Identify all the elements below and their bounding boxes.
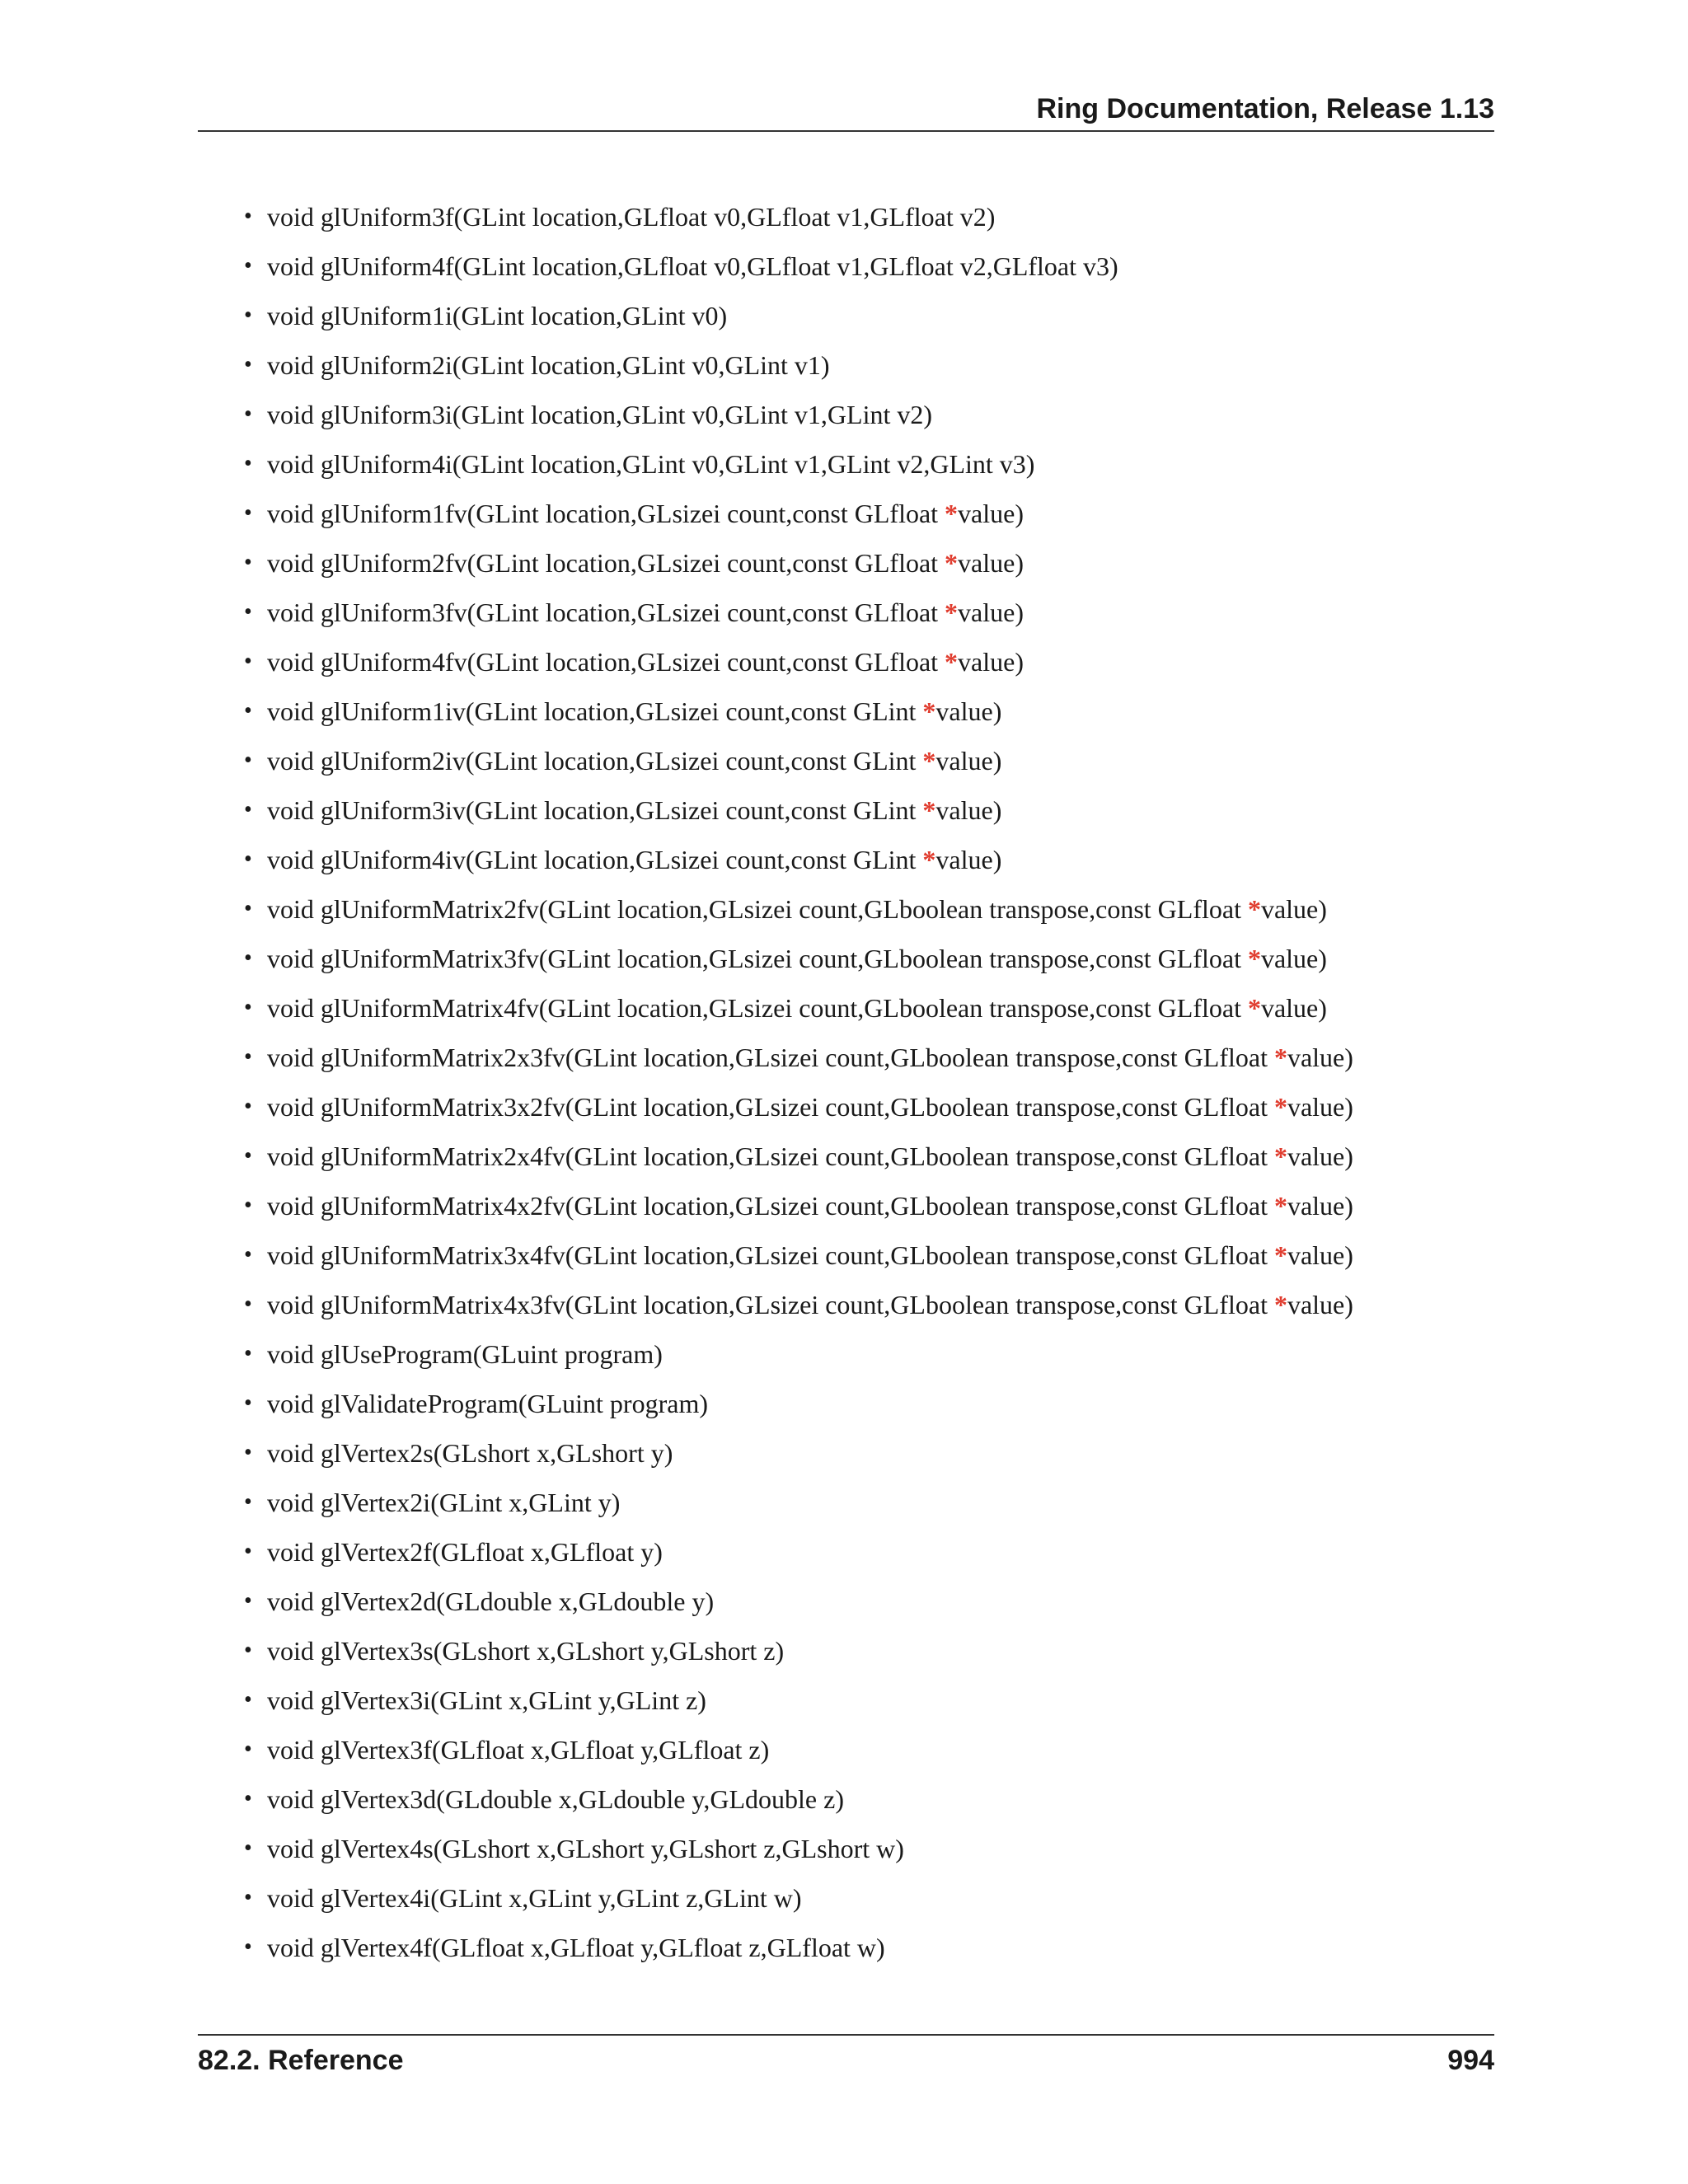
function-signature-start: void glUniform2fv(GLint location,GLsizei count,const GLfloat: [267, 548, 945, 578]
function-signature: void glUniform4f(GLint location,GLfloat v0,GLfloat v1,GLfloat v2,GLfloat v3): [267, 251, 1118, 281]
list-item: [198, 1774, 1494, 1824]
function-signature-start: void glUniformMatrix4x3fv(GLint location,GLsizei count,GLboolean transpose,const GLfloat: [267, 1290, 1274, 1319]
pointer-asterisk: *: [1273, 1240, 1287, 1270]
bullet-icon: •: [244, 896, 252, 921]
bullet-icon: •: [244, 1291, 252, 1317]
bullet-icon: •: [244, 995, 252, 1020]
function-signature: void glVertex2s(GLshort x,GLshort y): [267, 1438, 673, 1468]
pointer-asterisk: *: [1273, 1290, 1287, 1319]
bullet-icon: •: [244, 1193, 252, 1218]
pointer-asterisk: *: [1247, 944, 1261, 973]
page-header: [198, 92, 1494, 132]
bullet-icon: •: [244, 1341, 252, 1366]
bullet-icon: •: [244, 352, 252, 377]
bullet-icon: •: [244, 1390, 252, 1416]
function-signature-end: value): [958, 499, 1024, 528]
pointer-asterisk: *: [945, 647, 959, 677]
bullet-icon: •: [244, 1638, 252, 1663]
bullet-icon: •: [244, 1786, 252, 1811]
list-item: [198, 340, 1494, 390]
list-item: [198, 538, 1494, 588]
function-signature-end: value): [1287, 1141, 1353, 1171]
function-signature-start: void glUniformMatrix2x3fv(GLint location,GLsizei count,GLboolean transpose,const GLfloat: [267, 1043, 1274, 1072]
list-item: [198, 1478, 1494, 1527]
function-signature-start: void glUniformMatrix3x4fv(GLint location,GLsizei count,GLboolean transpose,const GLfloat: [267, 1240, 1274, 1270]
function-signature-end: value): [935, 795, 1002, 825]
function-signature-end: value): [1260, 944, 1327, 973]
function-signature: void glVertex4f(GLfloat x,GLfloat y,GLfloat z,GLfloat w): [267, 1933, 885, 1962]
page-footer: [198, 2034, 1494, 2085]
pointer-asterisk: *: [922, 746, 936, 776]
function-signature: void glVertex2d(GLdouble x,GLdouble y): [267, 1586, 715, 1616]
bullet-icon: •: [244, 1143, 252, 1169]
function-signature-end: value): [935, 746, 1002, 776]
bullet-icon: •: [244, 1835, 252, 1861]
bullet-icon: •: [244, 550, 252, 575]
function-signature-end: value): [1287, 1290, 1353, 1319]
pointer-asterisk: *: [1273, 1092, 1287, 1122]
bullet-icon: •: [244, 1588, 252, 1614]
function-signature-end: value): [1287, 1240, 1353, 1270]
function-signature-start: void glUniformMatrix3x2fv(GLint location,GLsizei count,GLboolean transpose,const GLfloat: [267, 1092, 1274, 1122]
section-label: 82.2. Reference: [198, 2045, 404, 2076]
list-item: [198, 687, 1494, 736]
function-signature: void glVertex3f(GLfloat x,GLfloat y,GLfloat z): [267, 1735, 770, 1765]
list-item: [198, 1577, 1494, 1626]
function-signature: void glUniform2i(GLint location,GLint v0,GLint v1): [267, 350, 830, 380]
bullet-icon: •: [244, 945, 252, 971]
bullet-icon: •: [244, 797, 252, 823]
list-item: [198, 192, 1494, 241]
list-item: [198, 1082, 1494, 1132]
function-signature-start: void glUniform1fv(GLint location,GLsizei count,const GLfloat: [267, 499, 945, 528]
function-signature-end: value): [958, 647, 1024, 677]
list-item: [198, 241, 1494, 291]
function-signature: void glUseProgram(GLuint program): [267, 1339, 663, 1369]
bullet-icon: •: [244, 204, 252, 229]
bullet-icon: •: [244, 500, 252, 526]
function-signature: void glUniform4i(GLint location,GLint v0,GLint v1,GLint v2,GLint v3): [267, 449, 1035, 479]
function-signature-end: value): [935, 696, 1002, 726]
bullet-icon: •: [244, 846, 252, 872]
function-signature-start: void glUniformMatrix4x2fv(GLint location,GLsizei count,GLboolean transpose,const GLfloat: [267, 1191, 1274, 1221]
function-signature-start: void glUniform4fv(GLint location,GLsizei count,const GLfloat: [267, 647, 945, 677]
list-item: [198, 835, 1494, 884]
function-signature-start: void glUniformMatrix2x4fv(GLint location,GLsizei count,GLboolean transpose,const GLfloat: [267, 1141, 1274, 1171]
list-item: [198, 1280, 1494, 1329]
list-item: [198, 1428, 1494, 1478]
function-signature: void glVertex2f(GLfloat x,GLfloat y): [267, 1537, 663, 1567]
bullet-icon: •: [244, 1736, 252, 1762]
list-item: [198, 1725, 1494, 1774]
list-item: [198, 884, 1494, 934]
pointer-asterisk: *: [922, 845, 936, 874]
list-item: [198, 983, 1494, 1033]
list-item: [198, 1873, 1494, 1923]
list-item: [198, 1329, 1494, 1379]
function-signature-end: value): [1260, 894, 1327, 924]
function-signature: void glVertex3i(GLint x,GLint y,GLint z): [267, 1685, 706, 1715]
list-item: [198, 785, 1494, 835]
function-signature-start: void glUniform4iv(GLint location,GLsizei count,const GLint: [267, 845, 923, 874]
function-signature-start: void glUniform3fv(GLint location,GLsizei count,const GLfloat: [267, 598, 945, 627]
list-item: [198, 390, 1494, 439]
pointer-asterisk: *: [922, 696, 936, 726]
function-signature-end: value): [958, 598, 1024, 627]
bullet-icon: •: [244, 748, 252, 773]
bullet-icon: •: [244, 1885, 252, 1910]
function-signature-end: value): [1260, 993, 1327, 1023]
page-number: 994: [1447, 2045, 1494, 2076]
function-signature-start: void glUniformMatrix4fv(GLint location,GLsizei count,GLboolean transpose,const GLfloat: [267, 993, 1248, 1023]
bullet-icon: •: [244, 1539, 252, 1564]
pointer-asterisk: *: [922, 795, 936, 825]
list-item: [198, 1527, 1494, 1577]
list-item: [198, 934, 1494, 983]
function-signature-start: void glUniformMatrix3fv(GLint location,GLsizei count,GLboolean transpose,const GLfloat: [267, 944, 1248, 973]
bullet-icon: •: [244, 698, 252, 724]
bullet-icon: •: [244, 1044, 252, 1070]
function-list-container: [198, 192, 1494, 1972]
function-signature-end: value): [1287, 1191, 1353, 1221]
function-signature-start: void glUniform1iv(GLint location,GLsizei count,const GLint: [267, 696, 923, 726]
list-item: [198, 1675, 1494, 1725]
function-signature: void glVertex4i(GLint x,GLint y,GLint z,GLint w): [267, 1883, 802, 1913]
list-item: [198, 489, 1494, 538]
function-signature-start: void glUniformMatrix2fv(GLint location,GLsizei count,GLboolean transpose,const GLfloat: [267, 894, 1248, 924]
pointer-asterisk: *: [945, 548, 959, 578]
function-signature: void glValidateProgram(GLuint program): [267, 1389, 708, 1418]
bullet-icon: •: [244, 401, 252, 427]
bullet-icon: •: [244, 1094, 252, 1119]
function-signature-end: value): [1287, 1043, 1353, 1072]
list-item: [198, 1132, 1494, 1181]
function-signature: void glVertex4s(GLshort x,GLshort y,GLshort z,GLshort w): [267, 1834, 904, 1863]
function-signature-start: void glUniform2iv(GLint location,GLsizei count,const GLint: [267, 746, 923, 776]
bullet-icon: •: [244, 649, 252, 674]
list-item: [198, 1626, 1494, 1675]
bullet-icon: •: [244, 451, 252, 476]
bullet-icon: •: [244, 1687, 252, 1713]
function-signature-start: void glUniform3iv(GLint location,GLsizei count,const GLint: [267, 795, 923, 825]
function-signature: void glVertex3s(GLshort x,GLshort y,GLshort z): [267, 1636, 785, 1666]
function-signature: void glVertex2i(GLint x,GLint y): [267, 1488, 621, 1517]
bullet-icon: •: [244, 253, 252, 279]
bullet-icon: •: [244, 302, 252, 328]
function-signature: void glUniform1i(GLint location,GLint v0): [267, 301, 728, 330]
function-signature-end: value): [958, 548, 1024, 578]
pointer-asterisk: *: [1247, 894, 1261, 924]
pointer-asterisk: *: [1247, 993, 1261, 1023]
list-item: [198, 1230, 1494, 1280]
list-item: [198, 439, 1494, 489]
pointer-asterisk: *: [945, 499, 959, 528]
list-item: [198, 1379, 1494, 1428]
pointer-asterisk: *: [1273, 1043, 1287, 1072]
function-list: [198, 192, 1494, 1972]
function-signature-end: value): [1287, 1092, 1353, 1122]
function-signature: void glUniform3i(GLint location,GLint v0,GLint v1,GLint v2): [267, 400, 933, 429]
function-signature: void glVertex3d(GLdouble x,GLdouble y,GLdouble z): [267, 1784, 844, 1814]
bullet-icon: •: [244, 1934, 252, 1960]
list-item: [198, 291, 1494, 340]
document-title: Ring Documentation, Release 1.13: [1036, 93, 1494, 124]
pointer-asterisk: *: [1273, 1191, 1287, 1221]
bullet-icon: •: [244, 1489, 252, 1515]
list-item: [198, 1181, 1494, 1230]
list-item: [198, 637, 1494, 687]
function-signature: void glUniform3f(GLint location,GLfloat v0,GLfloat v1,GLfloat v2): [267, 202, 996, 232]
pointer-asterisk: *: [1273, 1141, 1287, 1171]
bullet-icon: •: [244, 1242, 252, 1268]
bullet-icon: •: [244, 599, 252, 625]
list-item: [198, 1923, 1494, 1972]
list-item: [198, 1033, 1494, 1082]
list-item: [198, 1824, 1494, 1873]
list-item: [198, 588, 1494, 637]
bullet-icon: •: [244, 1440, 252, 1465]
list-item: [198, 736, 1494, 785]
pointer-asterisk: *: [945, 598, 959, 627]
function-signature-end: value): [935, 845, 1002, 874]
